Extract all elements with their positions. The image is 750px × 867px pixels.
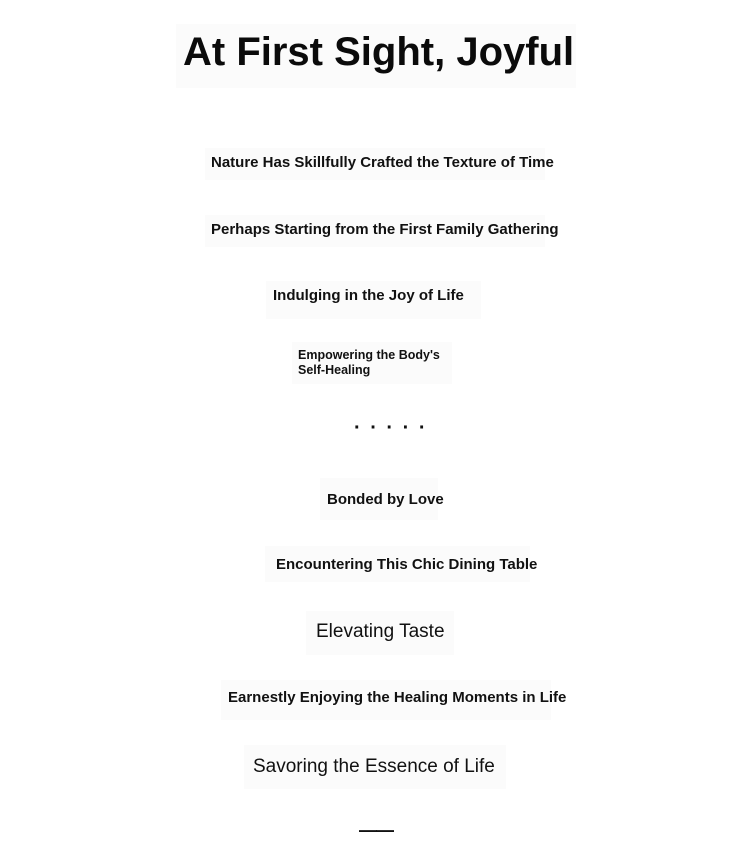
ellipsis-divider: · · · · · — [354, 417, 428, 439]
text-line-2: Perhaps Starting from the First Family Gathering — [211, 221, 559, 238]
text-line-8: Elevating Taste — [316, 621, 445, 642]
text-line-1: Nature Has Skillfully Crafted the Texture of Time — [211, 154, 554, 171]
text-line-6: Bonded by Love — [327, 491, 444, 508]
page-title: At First Sight, Joyful — [183, 30, 575, 74]
text-line-4: Empowering the Body's Self-Healing — [298, 348, 440, 377]
dash-divider: —— — [359, 820, 393, 840]
text-line-10: Savoring the Essence of Life — [253, 756, 495, 777]
text-line-3: Indulging in the Joy of Life — [273, 287, 464, 304]
text-line-9: Earnestly Enjoying the Healing Moments in Life — [228, 689, 567, 706]
text-line-7: Encountering This Chic Dining Table — [276, 556, 538, 573]
